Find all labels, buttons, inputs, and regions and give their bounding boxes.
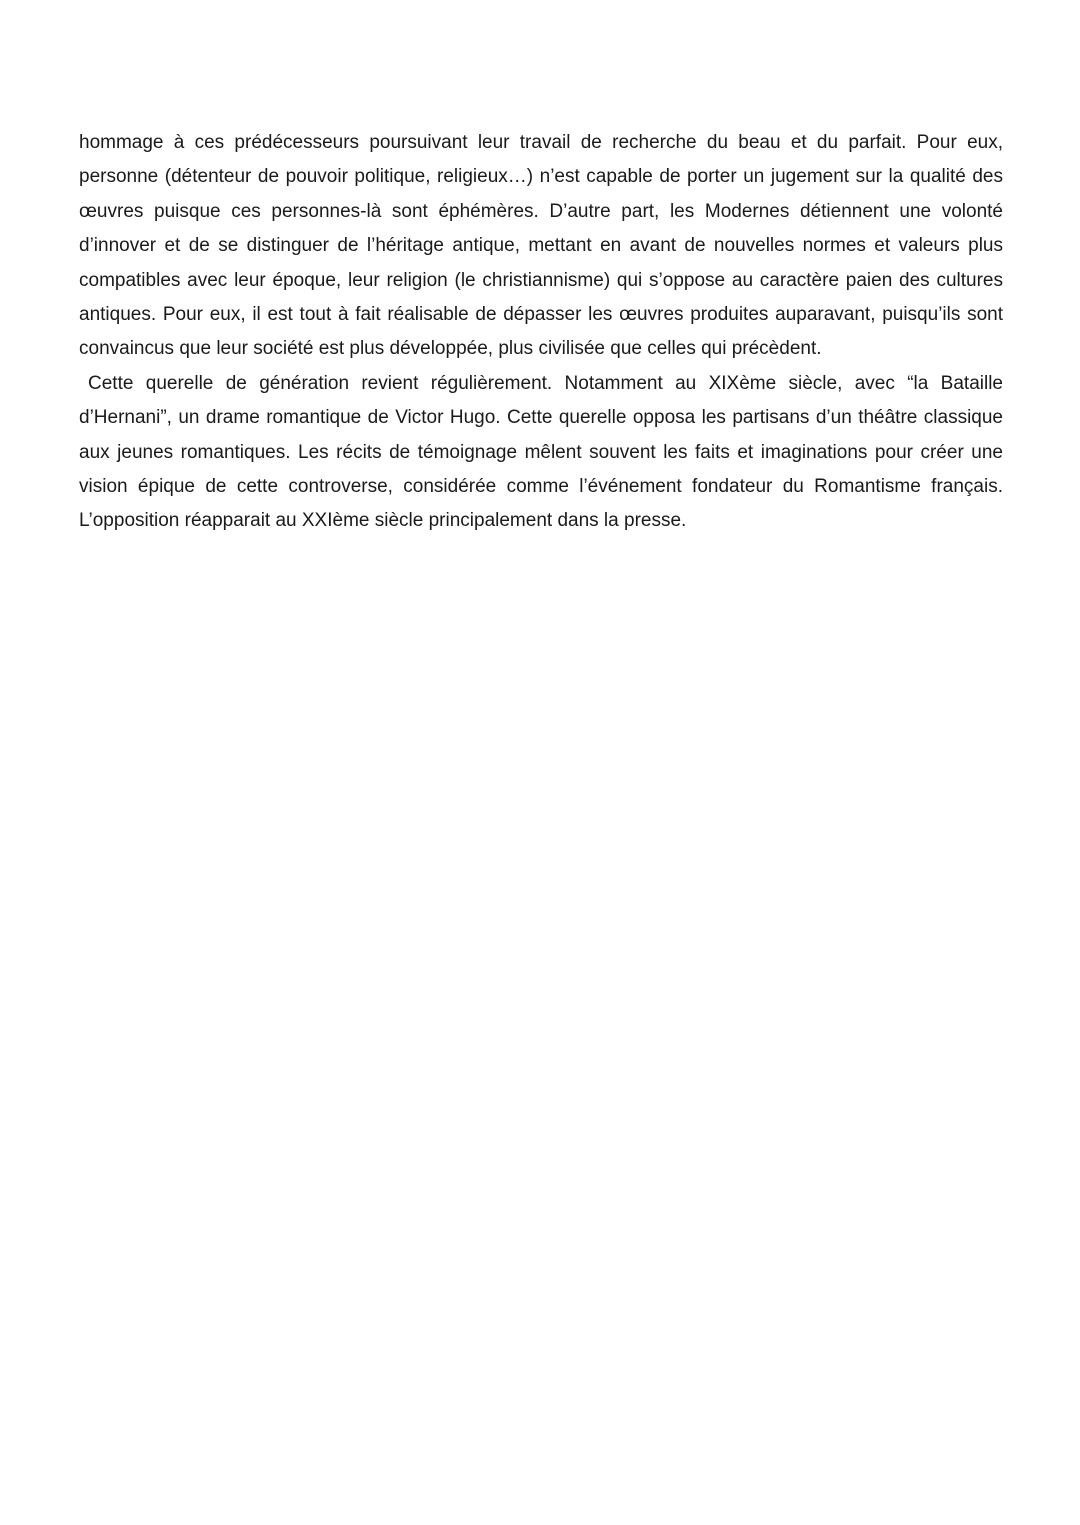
paragraph-continuation: hommage à ces prédécesseurs poursuivant leur travail de recherche du beau et du parfait. Pour eux, personne (détenteur de pouvoir politique, religieux…) n’est capable de porter un jugement sur la qualité des œuvres puisque ces personnes-là sont éphémères. D’autre part, les Modernes détiennent une volonté d’innover et de se distinguer de l’héritage antique, mettant en avant de nouvelles normes et valeurs plus compatibles avec leur époque, leur religion (le christiannisme) qui s’oppose au caractère paien des cultures antiques. Pour eux, il est tout à fait réalisable de dépasser les œuvres produites auparavant, puisqu’ils sont convaincus que leur société est plus développée, plus civilisée que celles qui précèdent. [79,132,1003,360]
body-text [79,126,1003,539]
paragraph-querelle: Cette querelle de génération revient régulièrement. Notamment au XIXème siècle, avec “la Bataille d’Hernani”, un drame romantique de Victor Hugo. Cette querelle opposa les partisans d’un théâtre classique aux jeunes romantiques. Les récits de témoignage mêlent souvent les faits et imaginations pour créer une vision épique de cette controverse, considérée comme l’événement fondateur du Romantisme français. L’opposition réapparait au XXIème siècle principalement dans la presse. [79,372,1003,532]
